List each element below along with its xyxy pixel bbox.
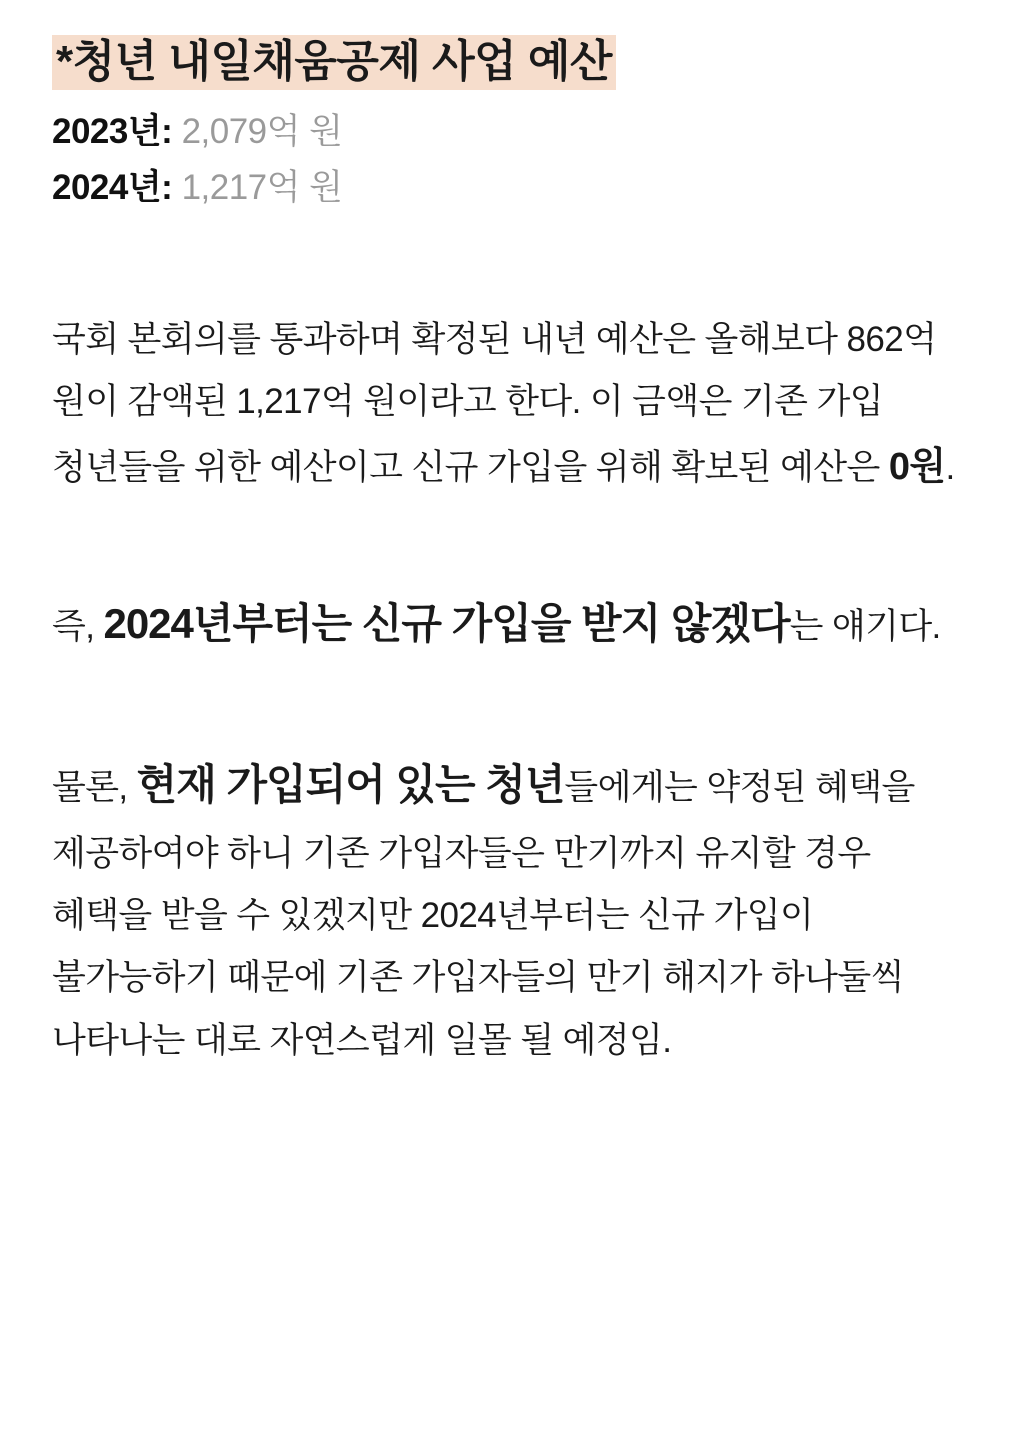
paragraph-segment-emphasis: 2024년부터는 신규 가입을 받지 않겠다 bbox=[103, 600, 790, 648]
budget-year-label: 2023년: bbox=[52, 111, 173, 151]
budget-row bbox=[52, 160, 972, 217]
budget-row bbox=[52, 104, 972, 161]
paragraph-budget-detail bbox=[52, 309, 972, 501]
budget-amount: 1,217억 원 bbox=[181, 168, 343, 208]
paragraph-segment: 물론, bbox=[52, 768, 137, 808]
paragraph-segment: 들에게는 약정된 혜택을 제공하여야 하니 기존 가입자들은 만기까지 유지할 경우 혜택을 받을 수 있겠지만 2024년부터는 신규 가입이 불가능하기 때문에 기존 가입자들의 만기 해지가 하나둘씩 나타나는 대로 자연스럽게 일몰 될 예정임. bbox=[52, 768, 915, 1060]
paragraph-segment: 국회 본회의를 통과하며 확정된 내년 예산은 올해보다 862억 원이 감액된 1,217억 원이라고 한다. 이 금액은 기존 가입 청년들을 위한 예산이고 신규 가입을 위해 확보된 예산은 bbox=[52, 320, 937, 487]
paragraph-existing-members bbox=[52, 748, 972, 1072]
spacer bbox=[52, 501, 972, 587]
paragraph-segment: 즉, bbox=[52, 607, 104, 647]
budget-amount: 2,079억 원 bbox=[181, 111, 343, 151]
budget-list bbox=[52, 104, 972, 217]
paragraph-segment-emphasis: 현재 가입되어 있는 청년 bbox=[136, 761, 565, 809]
spacer bbox=[52, 217, 972, 309]
spacer bbox=[52, 662, 972, 748]
paragraph-segment: . bbox=[945, 447, 955, 487]
paragraph-segment: 는 얘기다. bbox=[789, 607, 941, 647]
budget-year-label: 2024년: bbox=[52, 168, 173, 208]
paragraph-no-new-signups bbox=[52, 587, 972, 662]
paragraph-segment-emphasis: 0원 bbox=[888, 445, 946, 488]
page-title-text: *청년 내일채움공제 사업 예산 bbox=[52, 35, 616, 90]
page-title bbox=[52, 30, 972, 94]
